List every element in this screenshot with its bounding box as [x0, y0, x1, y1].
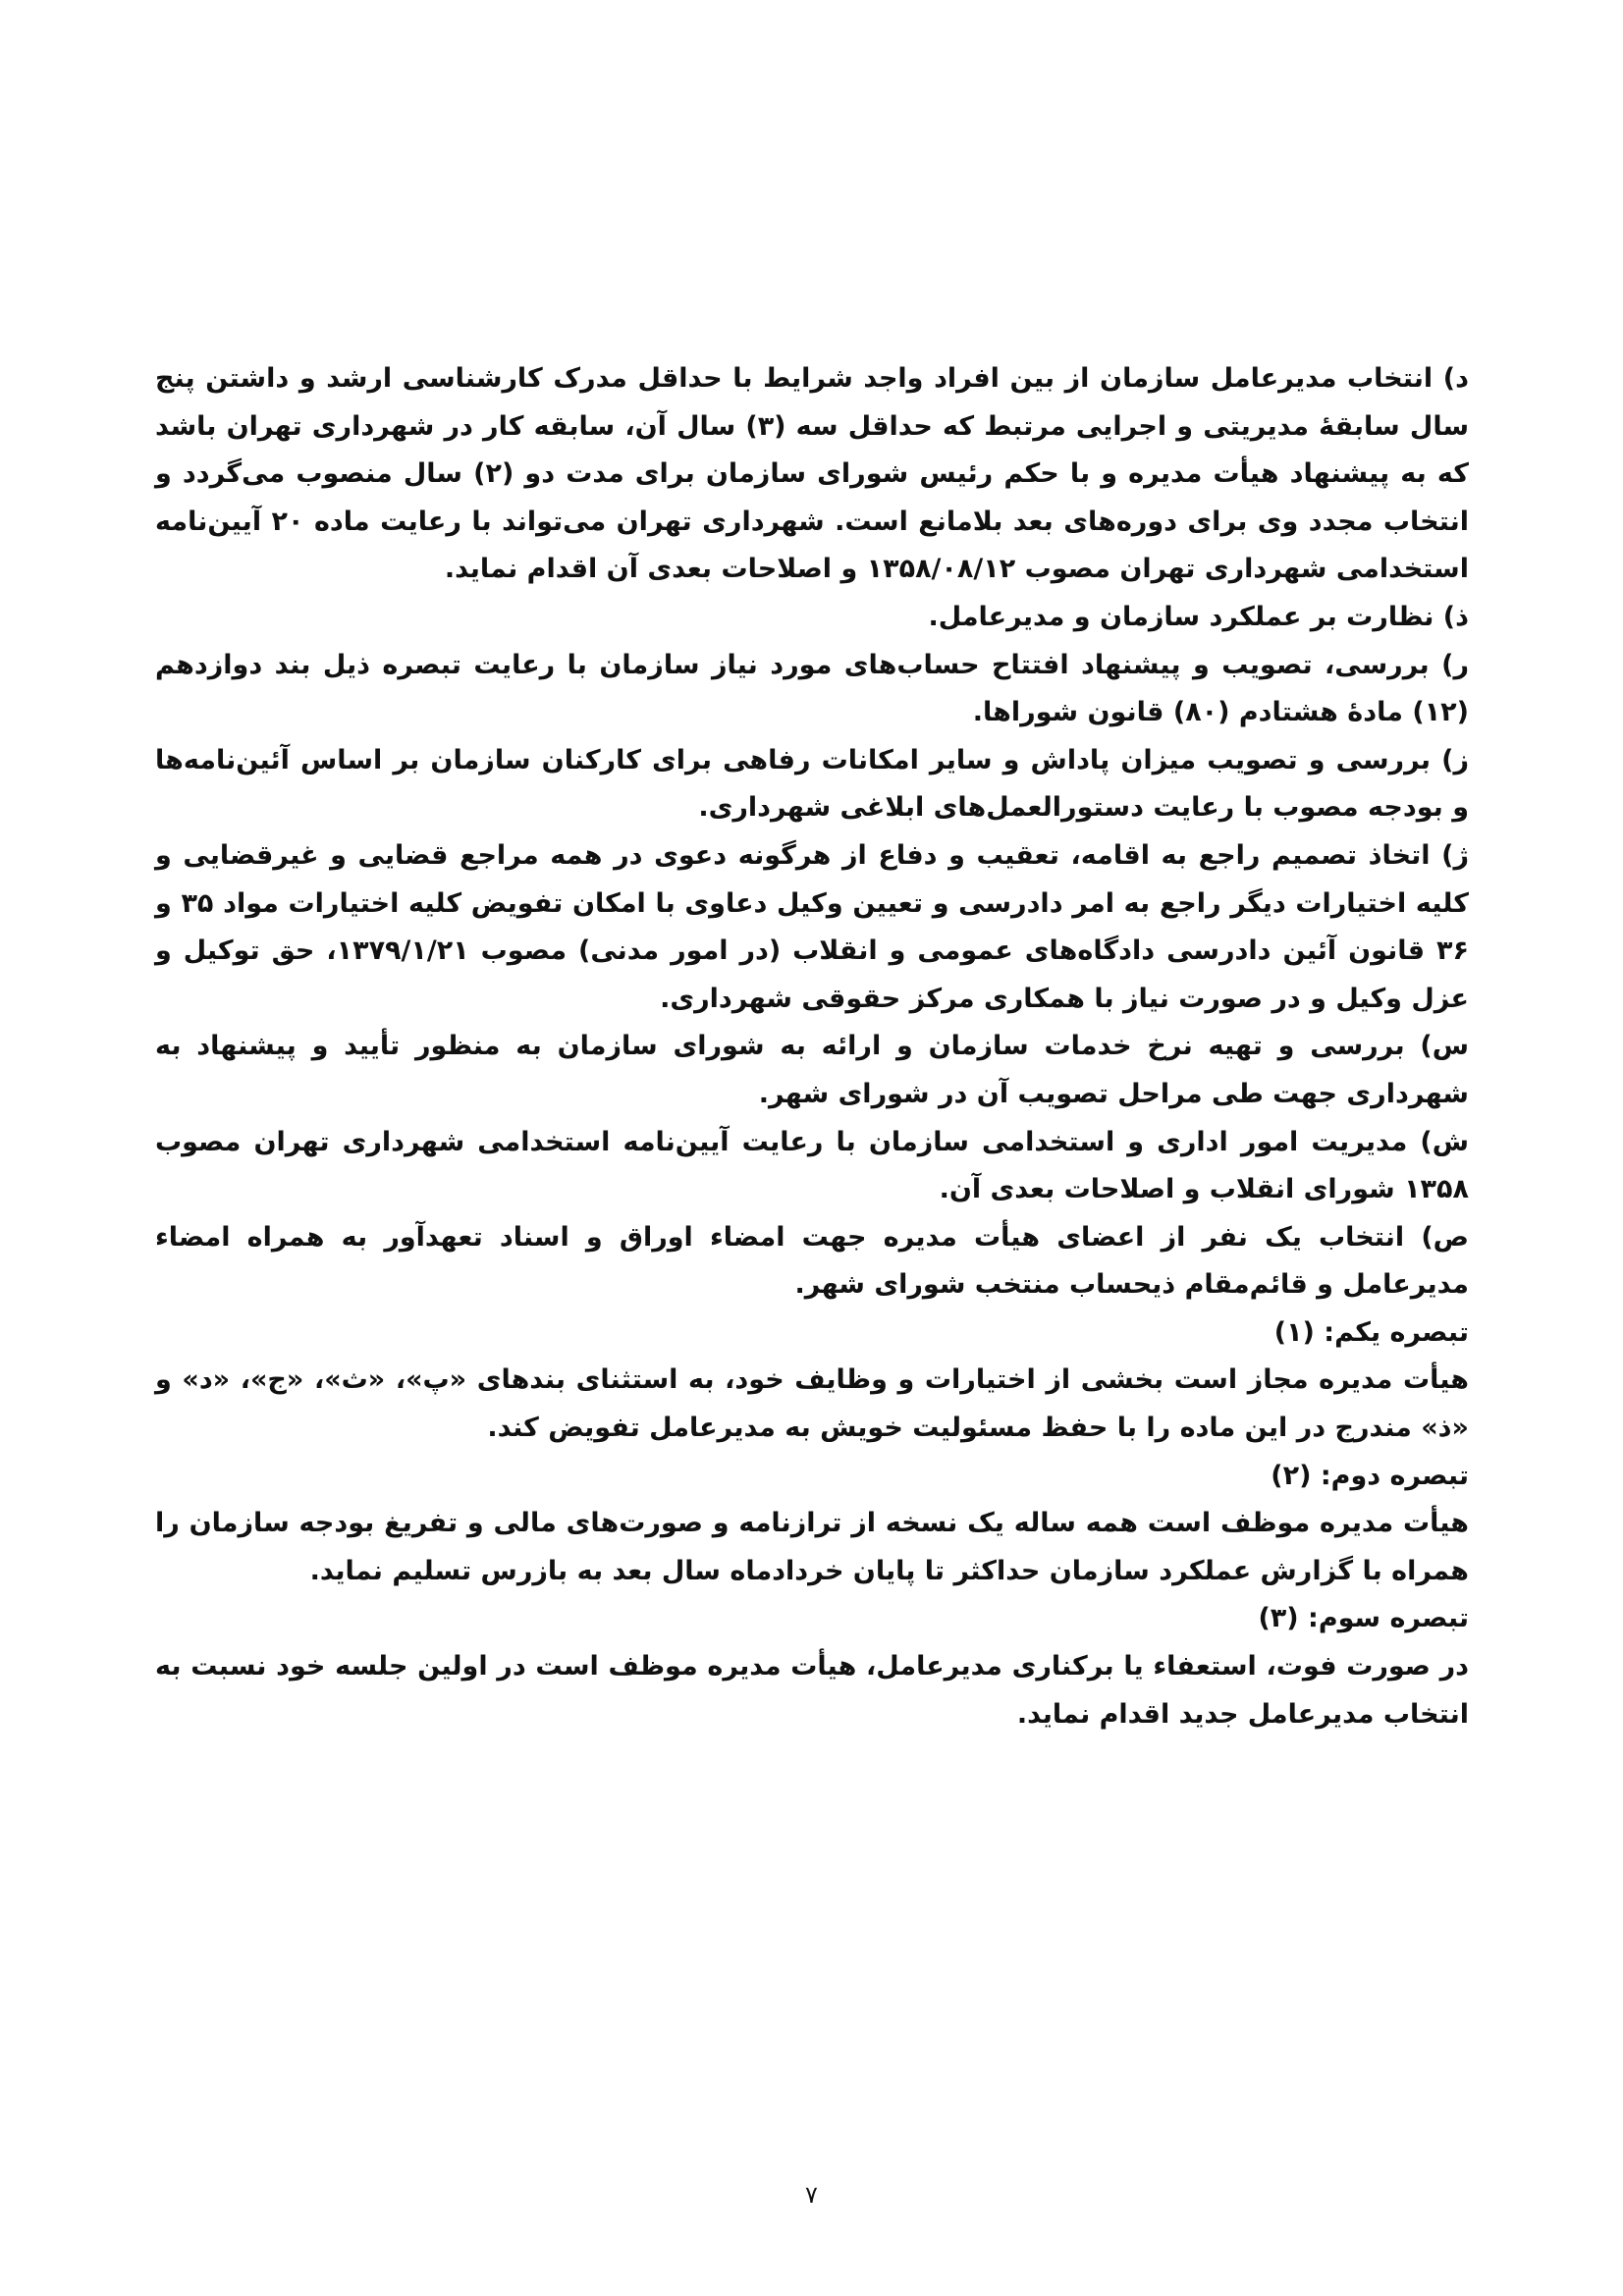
page-number: ۷	[805, 2181, 818, 2209]
clause-sh: ش) مدیریت امور اداری و استخدامی سازمان با رعایت آیین‌نامه استخدامی شهرداری تهران مصوب ۱۳۵۸ شورای انقلاب و اصلاحات بعدی آن.	[155, 1126, 1469, 1205]
clause-s-sad: ص) انتخاب یک نفر از اعضای هیأت مدیره جهت امضاء اوراق و اسناد تعهدآور به همراه امضاء مدیرعامل و قائم‌مقام ذیحساب منتخب شورای شهر.	[155, 1221, 1469, 1301]
note-3-text: در صورت فوت، استعفاء یا برکناری مدیرعامل، هیأت مدیره موظف است در اولین جلسه خود نسبت به انتخاب مدیرعامل جدید اقدام نماید.	[155, 1651, 1469, 1730]
document-body	[155, 355, 1469, 1738]
note-1-text: هیأت مدیره مجاز است بخشی از اختیارات و وظایف خود، به استثنای بندهای «پ»، «ث»، «ج»، «د» و «ذ» مندرج در این ماده را با حفظ مسئولیت خویش به مدیرعامل تفویض کند.	[155, 1364, 1469, 1444]
clause-z: ز) بررسی و تصویب میزان پاداش و سایر امکانات رفاهی برای کارکنان سازمان بر اساس آئین‌نامه‌ها و بودجه مصوب با رعایت دستورالعمل‌های ابلاغی شهرداری.	[155, 744, 1469, 824]
note-3-heading: تبصره سوم: (۳)	[1258, 1603, 1469, 1634]
note-2-heading: تبصره دوم: (۲)	[1271, 1460, 1469, 1491]
clause-s: س) بررسی و تهیه نرخ خدمات سازمان و ارائه به شورای سازمان به منظور تأیید و پیشنهاد به شهرداری جهت طی مراحل تصویب آن در شورای شهر.	[155, 1031, 1469, 1109]
clause-r: ر) بررسی، تصویب و پیشنهاد افتتاح حساب‌های مورد نیاز سازمان با رعایت تبصره ذیل بند دوازدهم (۱۲) مادهٔ هشتادم (۸۰) قانون شوراها.	[155, 649, 1469, 728]
note-1-heading: تبصره یکم: (۱)	[1273, 1316, 1469, 1348]
clause-d: د) انتخاب مدیرعامل سازمان از بین افراد واجد شرایط با حداقل مدرک کارشناسی ارشد و داشتن پنج سال سابقهٔ مدیریتی و اجرایی مرتبط که حداقل سه (۳) سال آن، سابقه کار در شهرداری تهران باشد که به پیشنهاد هیأت مدیره و با حکم رئیس شورای سازمان برای مدت دو (۲) سال منصوب می‌گردد و انتخاب مجدد وی برای دوره‌های بعد بلامانع است. شهرداری تهران می‌تواند با رعایت ماده ۲۰ آیین‌نامه استخدامی شهرداری تهران مصوب ۱۳۵۸/۰۸/۱۲ و اصلاحات بعدی آن اقدام نماید.	[155, 363, 1470, 585]
note-2-text: هیأت مدیره موظف است همه ساله یک نسخه از ترازنامه و صورت‌های مالی و تفریغ بودجه سازمان را همراه با گزارش عملکرد سازمان حداکثر تا پایان خردادماه سال بعد به بازرس تسلیم نماید.	[155, 1508, 1469, 1586]
clause-zal: ذ) نظارت بر عملکرد سازمان و مدیرعامل.	[928, 601, 1469, 632]
clause-zh: ژ) اتخاذ تصمیم راجع به اقامه، تعقیب و دفاع از هرگونه دعوی در همه مراجع قضایی و غیرقضایی و کلیه اختیارات دیگر راجع به امر دادرسی و تعیین وکیل دعاوی با امکان تفویض کلیه اختیارات مواد ۳۵ و ۳۶ قانون آئین دادرسی دادگاه‌های عمومی و انقلاب (در امور مدنی) مصوب ۱۳۷۹/۱/۲۱، حق توکیل و عزل وکیل و در صورت نیاز با همکاری مرکز حقوقی شهرداری.	[155, 839, 1469, 1014]
